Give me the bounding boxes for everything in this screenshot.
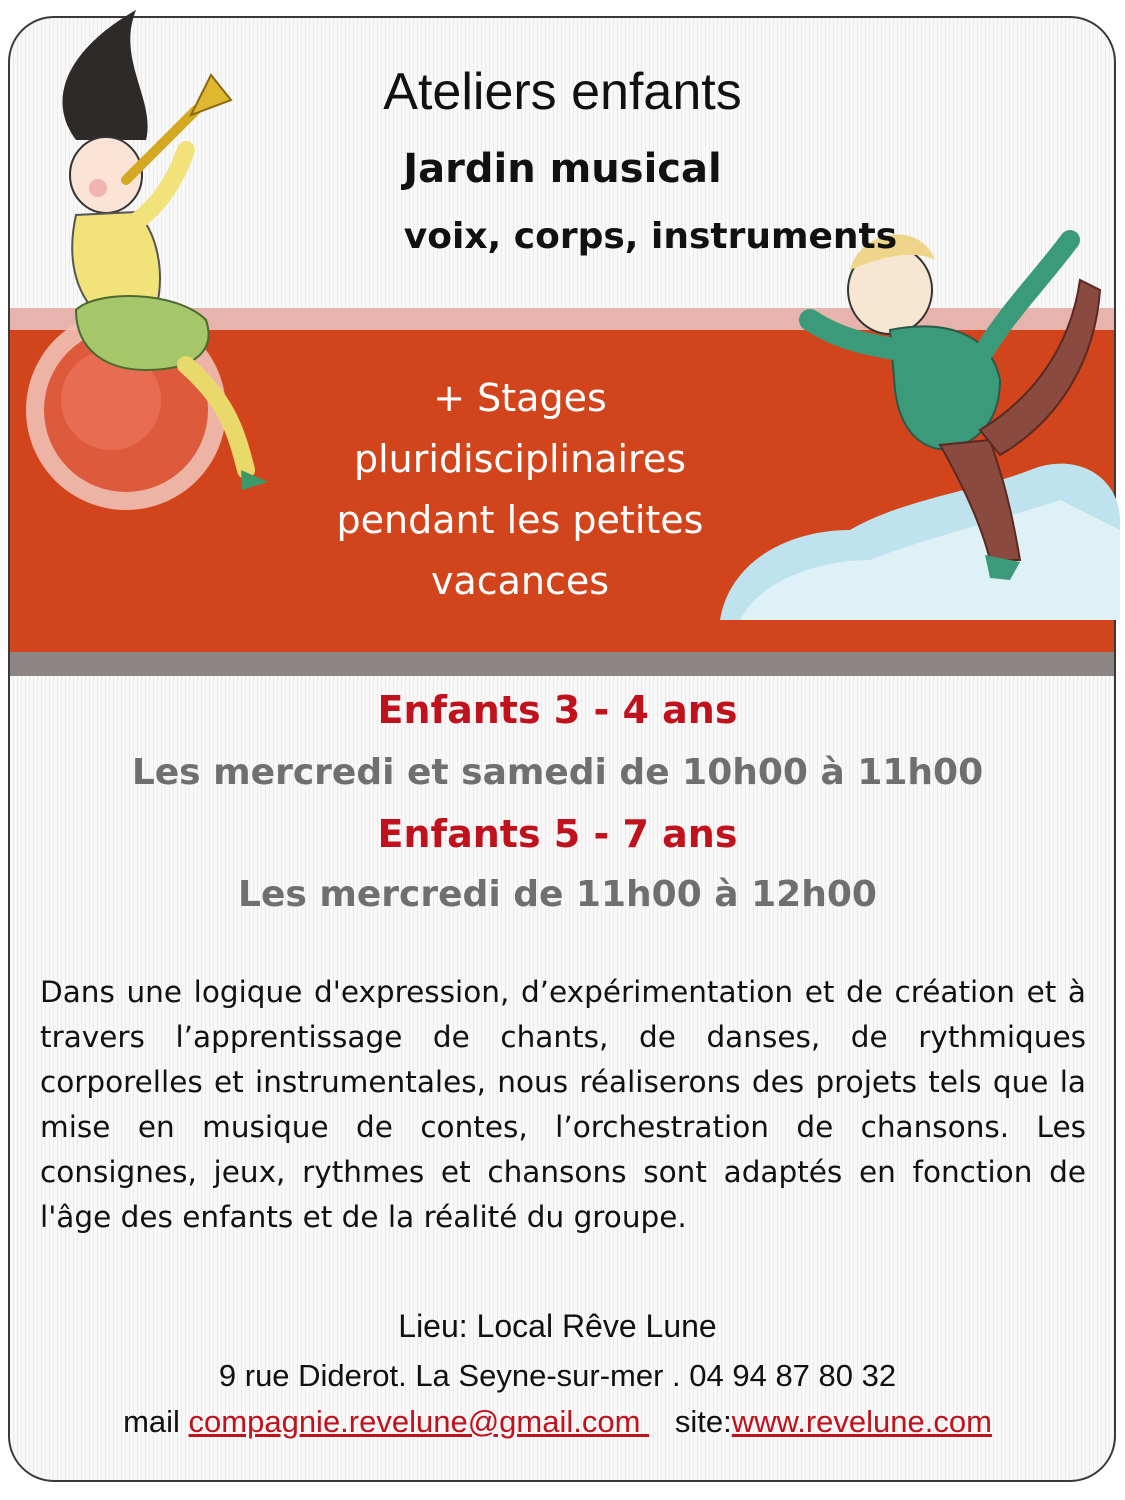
venue-address: 9 rue Diderot. La Seyne-sur-mer . 04 94 87 80 32 bbox=[218, 1358, 897, 1393]
mail-label: mail bbox=[123, 1404, 180, 1439]
age-group-label: Enfants 3 - 4 ans bbox=[377, 688, 738, 732]
venue-name: Lieu: Local Rêve Lune bbox=[398, 1308, 717, 1344]
contact-line bbox=[0, 1404, 1115, 1440]
age-group-schedule: Les mercredi et samedi de 10h00 à 11h00 bbox=[131, 752, 984, 793]
stages-line: pluridisciplinaires bbox=[354, 437, 686, 481]
stages-line: pendant les petites bbox=[336, 498, 704, 542]
site-label: site: bbox=[674, 1404, 732, 1439]
page-subtitle: Jardin musical bbox=[403, 146, 722, 192]
email-link[interactable]: compagnie.revelune@gmail.com bbox=[188, 1404, 650, 1439]
age-group-schedule: Les mercredi de 11h00 à 12h00 bbox=[238, 874, 877, 915]
stages-line: + Stages bbox=[433, 376, 607, 420]
website-link[interactable]: www.revelune.com bbox=[731, 1404, 992, 1439]
grey-band bbox=[10, 652, 1114, 676]
age-group-label: Enfants 5 - 7 ans bbox=[377, 812, 738, 856]
stages-line: vacances bbox=[430, 559, 610, 603]
description-paragraph: Dans une logique d'expression, d’expérimentation et de création et à travers l’apprentissage de chants, de danses, de rythmiques corporelles et instrumentales, nous réaliserons des projets tels que la mise en musique de contes, l’orchestration de chansons. Les consignes, jeux, rythmes et chansons sont adaptés en fonction de l'âge des enfants et de la réalité du groupe. bbox=[40, 975, 1086, 1234]
dancing-child-illustration bbox=[700, 200, 1120, 620]
page-title: Ateliers enfants bbox=[383, 63, 742, 121]
stages-block bbox=[300, 368, 740, 612]
page-tagline: voix, corps, instruments bbox=[403, 216, 898, 257]
